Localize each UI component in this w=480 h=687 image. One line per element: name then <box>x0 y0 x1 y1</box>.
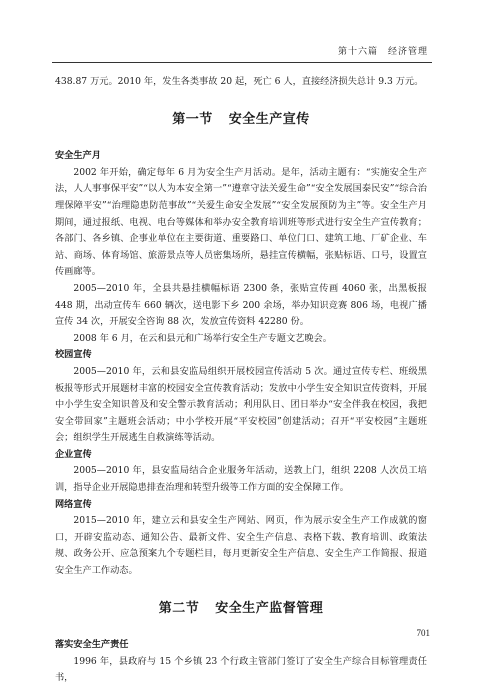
continued-paragraph: 438.87 万元。2010 年，发生各类事故 20 起，死亡 6 人，直接经济损失总计 9.3 万元。 <box>55 76 424 87</box>
page-content <box>55 74 427 687</box>
paragraph: 1996 年，县政府与 15 个乡镇 23 个行政主管部门签订了安全生产综合目标管理责任书， <box>55 655 427 684</box>
subheading-campus: 校园宣传 <box>55 349 92 361</box>
section-heading-2 <box>55 601 427 618</box>
section-title-text: 安全生产监督管理 <box>215 600 324 616</box>
paragraph: 2008 年 6 月，在云和县元和广场举行安全生产专题文艺晚会。 <box>73 332 332 344</box>
running-head: 第十六篇 经济管理 <box>337 47 428 57</box>
subheading-responsibility: 落实安全生产责任 <box>55 639 129 651</box>
page-number: 701 <box>416 628 430 638</box>
section-number: 第二节 <box>158 600 200 616</box>
section-heading-1 <box>55 112 427 129</box>
paragraph: 2005—2010 年，全县共悬挂横幅标语 2300 条，张贴宣传画 4060 张，出黑板报 448 期，出动宣传车 660 辆次，送电影下乡 200 余场，举办知识竞赛 806 场，电视广播宣传 34 次，开展安全咨询 88 次，发放宣传资料 42280 份。 <box>55 282 427 328</box>
paragraph: 2005—2010 年，县安监局结合企业服务年活动，送教上门，组织 2208 人次员工培训，指导企业开展隐患排查治理和转型升级等工作方面的安全保障工作。 <box>55 465 427 494</box>
header-rule <box>52 62 432 63</box>
section-number: 第一节 <box>172 111 213 127</box>
subheading-enterprise: 企业宣传 <box>55 448 92 460</box>
paragraph: 2002 年开始，确定每年 6 月为安全生产月活动。是年，活动主题有：“实施安全生产法，人人事事保平安”“以人为本安全第一”“遵章守法关爱生命”“安全发展国泰民安”“综合治理保障平安”“治理隐患防范事故”“关爱生命安全发展”“安全发展预防为主”等。安全生产月期间，通过报纸、电视、电台等媒体和举办安全教育培训班等形式进行安全生产宣传教育；各部门、各乡镇、企事业单位在主要街道、重要路口、单位门口、建筑工地、厂矿企业、车站、商场、体育场馆、旅游景点等人员密集场所，悬挂宣传横幅，张贴标语、口号，设置宣传画廊等。 <box>55 166 427 278</box>
subheading-network: 网络宣传 <box>55 498 92 510</box>
paragraph: 2005—2010 年，云和县安监局组织开展校园宣传活动 5 次。通过宣传专栏、班级黑板报等形式开展题材丰富的校园安全宣传教育活动；发放中小学生安全知识宣传资料，开展中小学生安全知识普及和安全警示教育活动；利用队日、团日举办“安全伴我在校园，我把安全带回家”主题班会活动；中小学校开展“平安校园”创建活动；召开“平安校园”主题班会；组织学生开展逃生自救演练等活动。 <box>55 365 427 444</box>
paragraph: 2015—2010 年，建立云和县安全生产网站、网页，作为展示安全生产工作成就的窗口，开辟安监动态、通知公告、最新文件、安全生产信息、表格下载、教育培训、政策法规、政务公开、应急预案九个专题栏目，每月更新安全生产信息、安全生产工作简报、报道安全生产工作动态。 <box>55 515 427 577</box>
section-title-text: 安全生产宣传 <box>228 111 310 127</box>
subheading-safety-month: 安全生产月 <box>55 150 101 162</box>
